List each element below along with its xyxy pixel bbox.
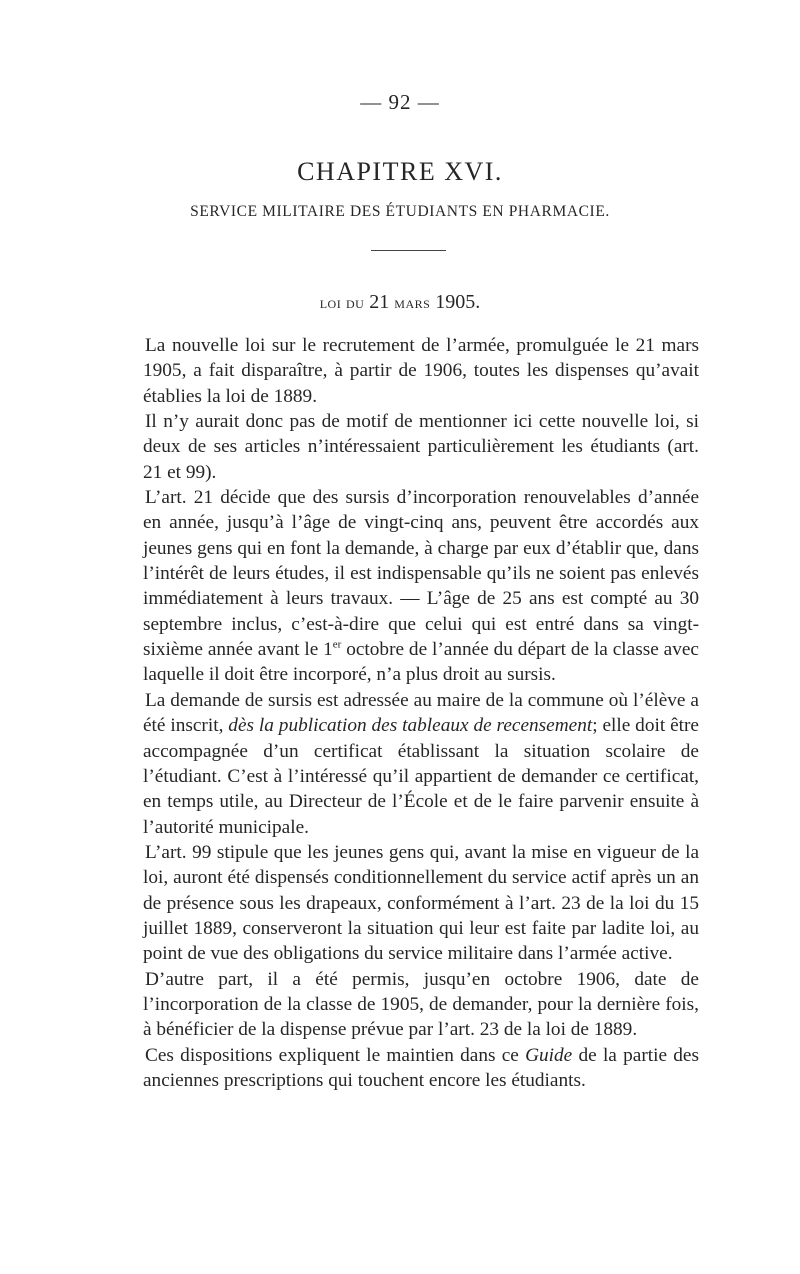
paragraph-6 <box>143 967 699 1043</box>
paragraph-2-text: Il n’y aurait donc pas de motif de mentionner ici cette nouvelle loi, si deux de ses articles n’intéressaient particulièrement les étudiants (art. 21 et 99). <box>143 411 699 483</box>
paragraph-4-text-a: La demande de sursis est adressée au maire de la commune où l’élève a été inscrit, <box>143 689 699 737</box>
paragraph-7-text-b: de la partie des anciennes prescriptions qui touchent encore les étudiants. <box>143 1044 699 1091</box>
law-prefix: loi du <box>319 293 365 312</box>
law-year: 1905. <box>435 291 481 313</box>
paragraph-2 <box>143 409 699 485</box>
chapter-title: CHAPITRE XVI. <box>297 157 503 186</box>
paragraph-3-text-a: L’art. 21 décide que des sursis d’incorporation renouvelables d’année en année, jusqu’à l’âge de vingt-cinq ans, peuvent être accordés aux jeunes gens qui en font la demande, à charge par eux d’établir que, dans l’intérêt de leurs études, il est indispensable qu’ils ne soient pas enlevés immédiatement à leurs travaux. — L’âge de 25 ans est compté au 30 septembre inclus, c’est-à-dire que celui qui est entré dans sa vingt-sixième année avant le 1 <box>143 487 699 661</box>
page-number: — 92 — <box>360 90 440 114</box>
chapter-subtitle: SERVICE MILITAIRE DES ÉTUDIANTS EN PHARMACIE. <box>190 203 610 220</box>
ordinal-superscript: er <box>332 638 342 651</box>
paragraph-7 <box>143 1043 699 1094</box>
paragraph-3 <box>143 485 699 688</box>
paragraph-4 <box>143 688 699 840</box>
paragraph-1-text: La nouvelle loi sur le recrutement de l’armée, promulguée le 21 mars 1905, a fait disparaître, à partir de 1906, toutes les dispenses qu’avait établies la loi de 1889. <box>143 335 699 407</box>
paragraph-7-text-a: Ces dispositions expliquent le maintien dans ce <box>145 1044 526 1066</box>
law-day: 21 <box>369 291 390 313</box>
guide-italic: Guide <box>525 1044 573 1066</box>
law-heading <box>0 291 800 314</box>
paragraph-4-italic: dès la publication des tableaux de recensement <box>228 715 593 737</box>
paragraph-5 <box>143 840 699 967</box>
body-text <box>143 333 699 1093</box>
paragraph-3-text-b: octobre de l’année du départ de la classe avec laquelle il doit être incorporé, n’a plus droit au sursis. <box>143 639 699 686</box>
paragraph-1 <box>143 333 699 409</box>
paragraph-5-text: L’art. 99 stipule que les jeunes gens qui, avant la mise en vigueur de la loi, auront été dispensés conditionnellement du service actif après un an de présence sous les drapeaux, conformément à l’art. 23 de la loi du 15 juillet 1889, conserveront la situation qui leur est faite par ladite loi, au point de vue des obligations du service militaire dans l’armée active. <box>143 841 699 965</box>
law-month: mars <box>394 293 431 312</box>
paragraph-4-text-b: ; elle doit être accompagnée d’un certificat établissant la situation scolaire de l’étudiant. C’est à l’intéressé qu’il appartient de demander ce certificat, en temps utile, au Directeur de l’École et de le faire parvenir ensuite à l’autorité municipale. <box>143 715 699 838</box>
section-divider <box>371 250 446 251</box>
paragraph-6-text: D’autre part, il a été permis, jusqu’en octobre 1906, date de l’incorporation de la classe de 1905, de demander, pour la dernière fois, à bénéficier de la dispense prévue par l’art. 23 de la loi de 1889. <box>143 968 699 1041</box>
